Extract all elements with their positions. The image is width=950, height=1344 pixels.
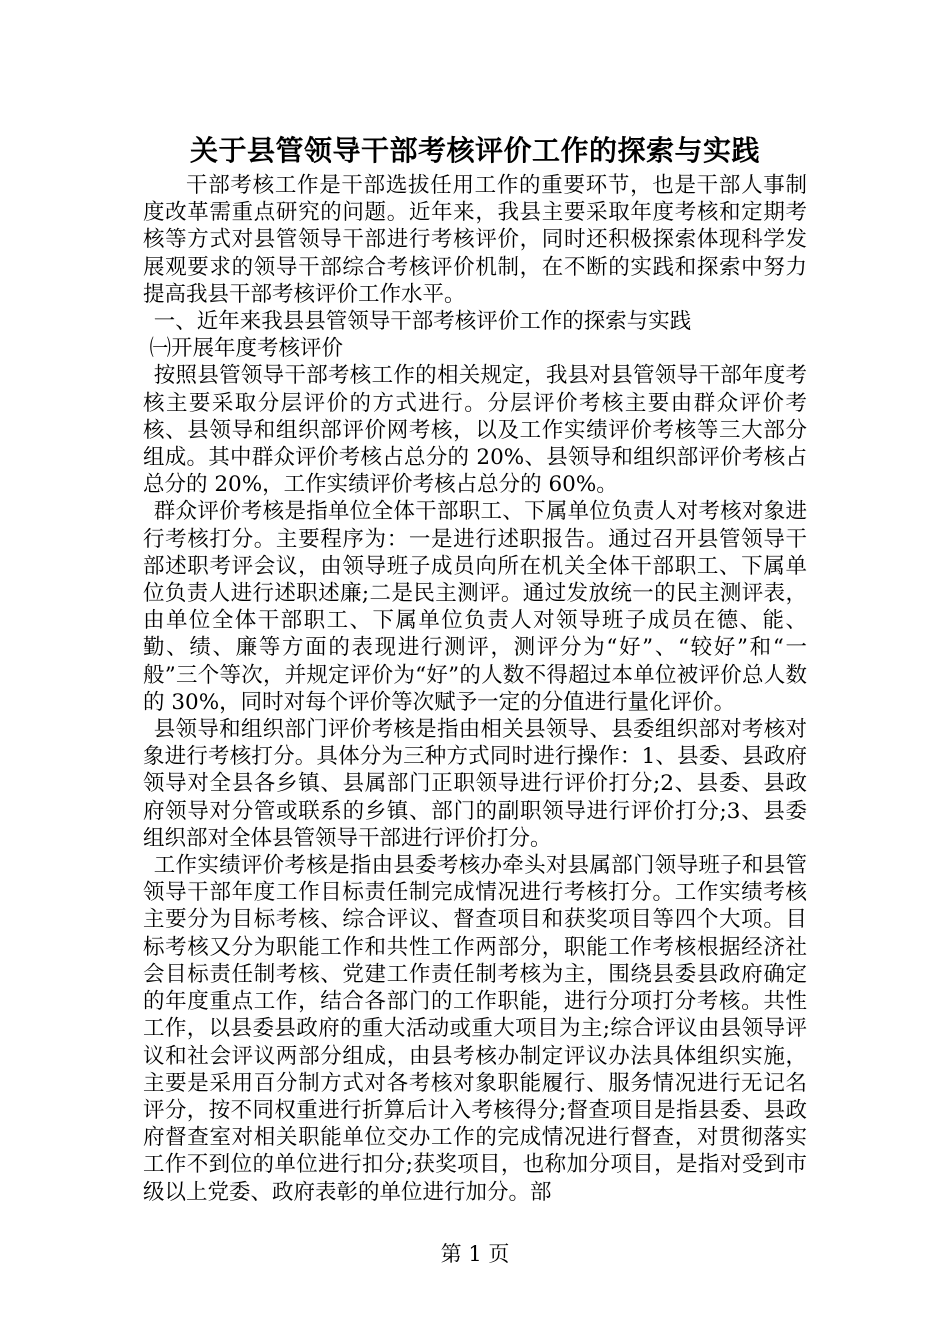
body-paragraph: 群众评价考核是指单位全体干部职工、下属单位负责人对考核对象进行考核打分。主要程序为：一是进行述职报告。通过召开县管领导干部述职考评会议，由领导班子成员向所在机关全体干部职工、下属单位负责人进行述职述廉;二是民主测评。通过发放统一的民主测评表，由单位全体干部职工、下属单位负责人对领导班子成员在德、能、勤、绩、廉等方面的表现进行测评，测评分为“好”、“较好”和“一般”三个等次，并规定评价为“好”的人数不得超过本单位被评价总人数的 30%，同时对每个评价等次赋予一定的分值进行量化评价。 — [143, 499, 807, 715]
document-body — [143, 172, 807, 1206]
page-number: 第 1 页 — [440, 1242, 510, 1266]
document-title: 关于县管领导干部考核评价工作的探索与实践 — [189, 134, 760, 167]
body-paragraph: 县领导和组织部门评价考核是指由相关县领导、县委组织部对考核对象进行考核打分。具体分为三种方式同时进行操作：1、县委、县政府领导对全县各乡镇、县属部门正职领导进行评价打分;2、县委、县政府领导对分管或联系的乡镇、部门的副职领导进行评价打分;3、县委组织部对全体县管领导干部进行评价打分。 — [143, 717, 807, 851]
body-paragraph: 按照县管领导干部考核工作的相关规定，我县对县管领导干部年度考核主要采取分层评价的方式进行。分层评价考核主要由群众评价考核、县领导和组织部评价网考核，以及工作实绩评价考核等三大部分组成。其中群众评价考核占总分的 20%、县领导和组织部评价考核占总分的 20%，工作实绩评价考核占总分的 60%。 — [143, 363, 807, 498]
intro-paragraph: 干部考核工作是干部选拔任用工作的重要环节，也是干部人事制度改革需重点研究的问题。近年来，我县主要采取年度考核和定期考核等方式对县管领导干部进行考核评价，同时还积极探索体现科学发展观要求的领导干部综合考核评价机制，在不断的实践和探索中努力提高我县干部考核评价工作水平。 — [143, 173, 807, 307]
body-paragraph: 工作实绩评价考核是指由县委考核办牵头对县属部门领导班子和县管领导干部年度工作目标责任制完成情况进行考核打分。工作实绩考核主要分为目标考核、综合评议、督查项目和获奖项目等四个大项。目标考核又分为职能工作和共性工作两部分，职能工作考核根据经济社会目标责任制考核、党建工作责任制考核为主，围绕县委县政府确定的年度重点工作，结合各部门的工作职能，进行分项打分考核。共性工作，以县委县政府的重大活动或重大项目为主;综合评议由县领导评议和社会评议两部分组成，由县考核办制定评议办法具体组织实施，主要是采用百分制方式对各考核对象职能履行、服务情况进行无记名评分，按不同权重进行折算后计入考核得分;督查项目是指县委、县政府督查室对相关职能单位交办工作的完成情况进行督查，对贯彻落实工作不到位的单位进行扣分;获奖项目，也称加分项目，是指对受到市级以上党委、政府表彰的单位进行加分。部 — [143, 853, 807, 1205]
section-heading-1: 一、近年来我县县管领导干部考核评价工作的探索与实践 — [153, 309, 692, 335]
subsection-heading-1: ㈠开展年度考核评价 — [149, 336, 343, 362]
